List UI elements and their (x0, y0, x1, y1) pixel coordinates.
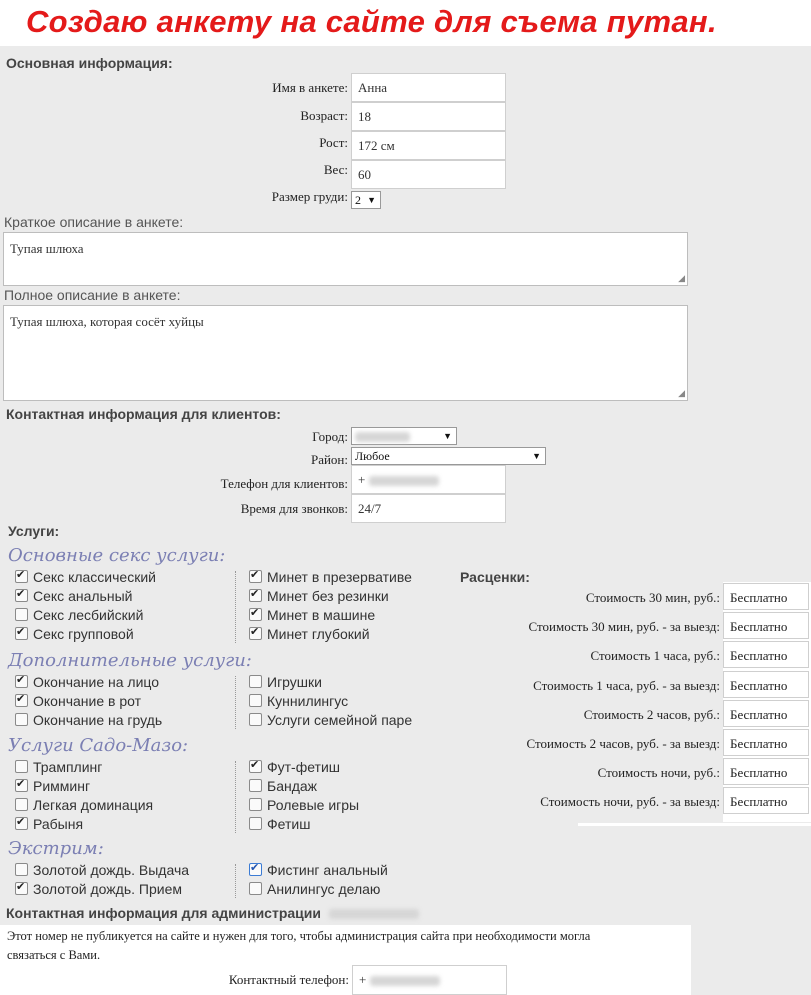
service-checkbox[interactable] (249, 608, 262, 621)
service-checkbox[interactable] (249, 675, 262, 688)
service-category-title: Дополнительные услуги: (8, 650, 252, 671)
service-label: Золотой дождь. Выдача (33, 862, 190, 878)
call-hours-label: Время для звонков: (240, 501, 348, 516)
column-separator (235, 571, 236, 643)
service-option[interactable] (249, 674, 322, 693)
service-option[interactable] (15, 862, 189, 881)
service-option[interactable] (15, 881, 182, 900)
service-label: Рабыня (33, 816, 84, 832)
service-label: Секс лесбийский (33, 607, 144, 623)
service-option[interactable] (249, 626, 370, 645)
service-option[interactable] (249, 881, 380, 900)
service-option[interactable] (249, 693, 348, 712)
service-option[interactable] (249, 588, 389, 607)
client-contact-heading: Контактная информация для клиентов: (6, 406, 281, 422)
district-value: Любое (355, 449, 390, 463)
service-checkbox[interactable] (249, 863, 262, 876)
service-option[interactable] (249, 816, 310, 835)
weight-label: Вес: (323, 162, 348, 177)
breast-size-select[interactable] (351, 191, 381, 209)
price-input[interactable]: Бесплатно (723, 758, 809, 785)
service-checkbox[interactable] (15, 608, 28, 621)
city-select[interactable] (351, 427, 457, 445)
banner-title: Создаю анкету на сайте для съема путан. (26, 4, 717, 39)
admin-contact-heading (6, 905, 419, 921)
admin-note-line2: связаться с Вами. (7, 948, 101, 962)
services-heading: Услуги: (8, 523, 60, 539)
service-label: Бандаж (267, 778, 318, 794)
client-phone-blurred (369, 476, 439, 486)
service-label: Легкая доминация (33, 797, 154, 813)
service-option[interactable] (249, 607, 375, 626)
service-label: Секс анальный (33, 588, 133, 604)
service-checkbox[interactable] (15, 627, 28, 640)
service-label: Минет в презервативе (267, 569, 412, 585)
service-label: Фетиш (267, 816, 311, 832)
resize-grip-icon[interactable]: ◢ (678, 273, 685, 283)
full-description-textarea[interactable] (3, 305, 688, 401)
service-option[interactable] (15, 693, 141, 712)
column-separator (235, 864, 236, 898)
service-checkbox[interactable] (15, 675, 28, 688)
service-label: Куннилингус (267, 693, 349, 709)
service-label: Ролевые игры (267, 797, 360, 813)
service-category-title: Услуги Садо-Мазо: (8, 735, 189, 756)
service-option[interactable] (15, 626, 134, 645)
service-label: Секс групповой (33, 626, 134, 642)
dropdown-arrow-icon: ▼ (367, 195, 376, 205)
service-label: Римминг (33, 778, 91, 794)
service-checkbox[interactable] (15, 798, 28, 811)
admin-phone-prefix: + (359, 972, 367, 987)
service-label: Минет без резинки (267, 588, 389, 604)
admin-note-line1: Этот номер не публикуется на сайте и нужен для того, чтобы администрация сайта при необходимости могла (7, 929, 591, 943)
price-input[interactable]: Бесплатно (723, 787, 809, 814)
service-checkbox[interactable] (249, 760, 262, 773)
price-input[interactable]: Бесплатно (723, 729, 809, 756)
price-input[interactable]: Бесплатно (723, 700, 809, 727)
prices-heading: Расценки: (460, 569, 530, 585)
service-checkbox[interactable] (15, 882, 28, 895)
client-phone-prefix: + (358, 472, 366, 487)
service-label: Минет глубокий (267, 626, 370, 642)
name-input[interactable]: Анна (351, 73, 506, 102)
price-label: Стоимость 1 часа, руб.: (590, 648, 720, 663)
service-option[interactable] (15, 674, 159, 693)
service-option[interactable] (249, 569, 412, 588)
admin-phone-label: Контактный телефон: (228, 972, 349, 987)
service-checkbox[interactable] (15, 694, 28, 707)
service-option[interactable] (249, 712, 412, 731)
breast-size-label: Размер груди: (271, 189, 348, 204)
service-option[interactable] (15, 778, 90, 797)
service-checkbox[interactable] (15, 570, 28, 583)
full-description-label: Полное описание в анкете: (4, 287, 181, 303)
service-checkbox[interactable] (249, 570, 262, 583)
dropdown-arrow-icon: ▼ (443, 431, 452, 441)
service-option[interactable] (249, 759, 340, 778)
service-label: Золотой дождь. Прием (33, 881, 182, 897)
service-label: Фут-фетиш (267, 759, 341, 775)
price-label: Стоимость ночи, руб.: (597, 765, 720, 780)
price-input[interactable]: Бесплатно (723, 583, 809, 610)
service-label: Окончание на лицо (33, 674, 160, 690)
age-input[interactable]: 18 (351, 102, 506, 131)
service-option[interactable] (249, 778, 317, 797)
service-option[interactable] (15, 797, 153, 816)
service-option[interactable] (15, 759, 102, 778)
prices-divider (578, 823, 811, 826)
name-label: Имя в анкете: (272, 80, 348, 95)
height-label: Рост: (319, 135, 348, 150)
service-checkbox[interactable] (249, 882, 262, 895)
column-separator (235, 676, 236, 729)
service-label: Анилингус делаю (267, 881, 381, 897)
service-option[interactable] (15, 712, 162, 731)
service-option[interactable] (249, 862, 388, 881)
service-label: Фистинг анальный (267, 862, 388, 878)
service-checkbox[interactable] (249, 779, 262, 792)
age-label: Возраст: (300, 108, 348, 123)
short-description-text: Тупая шлюха (10, 241, 84, 256)
service-category-title: Основные секс услуги: (8, 545, 226, 566)
breast-size-value: 2 (355, 193, 361, 207)
price-label: Стоимость 30 мин, руб.: (585, 590, 720, 605)
weight-input[interactable]: 60 (351, 160, 506, 189)
admin-heading-blurred (329, 909, 419, 919)
service-checkbox[interactable] (15, 589, 28, 602)
district-label: Район: (310, 452, 348, 467)
service-checkbox[interactable] (249, 627, 262, 640)
price-label: Стоимость 30 мин, руб. - за выезд: (528, 619, 720, 634)
service-checkbox[interactable] (15, 817, 28, 830)
price-input[interactable]: Бесплатно (723, 641, 809, 668)
full-description-text: Тупая шлюха, которая сосёт хуйцы (10, 314, 204, 329)
service-label: Окончание на грудь (33, 712, 163, 728)
service-checkbox[interactable] (249, 817, 262, 830)
service-option[interactable] (15, 816, 83, 835)
service-option[interactable] (15, 588, 132, 607)
district-select[interactable] (351, 447, 546, 465)
admin-phone-input[interactable] (352, 965, 507, 995)
service-checkbox[interactable] (249, 713, 262, 726)
service-label: Минет в машине (267, 607, 376, 623)
service-label: Секс классический (33, 569, 156, 585)
service-checkbox[interactable] (249, 798, 262, 811)
dropdown-arrow-icon: ▼ (532, 451, 541, 461)
service-option[interactable] (15, 569, 156, 588)
resize-grip-icon[interactable]: ◢ (678, 388, 685, 398)
price-label: Стоимость 2 часов, руб.: (583, 707, 720, 722)
admin-contact-heading-text: Контактная информация для администрации (6, 905, 321, 921)
price-input[interactable]: Бесплатно (723, 612, 809, 639)
short-description-label: Краткое описание в анкете: (4, 214, 184, 230)
service-option[interactable] (249, 797, 359, 816)
call-hours-input[interactable]: 24/7 (351, 494, 506, 523)
price-input[interactable]: Бесплатно (723, 671, 809, 698)
service-label: Окончание в рот (33, 693, 142, 709)
service-checkbox[interactable] (15, 863, 28, 876)
admin-phone-blurred (370, 976, 440, 986)
service-option[interactable] (15, 607, 143, 626)
service-checkbox[interactable] (15, 713, 28, 726)
price-label: Стоимость 2 часов, руб. - за выезд: (526, 736, 720, 751)
client-phone-input[interactable] (351, 465, 506, 494)
service-label: Игрушки (267, 674, 322, 690)
service-checkbox[interactable] (15, 779, 28, 792)
short-description-textarea[interactable] (3, 232, 688, 286)
client-phone-label: Телефон для клиентов: (220, 476, 348, 491)
basic-info-heading: Основная информация: (6, 55, 173, 71)
city-value-blurred (355, 432, 410, 442)
service-label: Трамплинг (33, 759, 103, 775)
title-banner (0, 0, 811, 46)
service-checkbox[interactable] (249, 694, 262, 707)
service-category-title: Экстрим: (8, 838, 104, 859)
service-label: Услуги семейной паре (267, 712, 413, 728)
price-label: Стоимость 1 часа, руб. - за выезд: (533, 678, 720, 693)
service-checkbox[interactable] (249, 589, 262, 602)
price-label: Стоимость ночи, руб. - за выезд: (540, 794, 720, 809)
height-input[interactable]: 172 см (351, 131, 506, 160)
admin-contact-panel (0, 925, 691, 995)
service-checkbox[interactable] (15, 760, 28, 773)
column-separator (235, 761, 236, 833)
city-label: Город: (312, 429, 348, 444)
